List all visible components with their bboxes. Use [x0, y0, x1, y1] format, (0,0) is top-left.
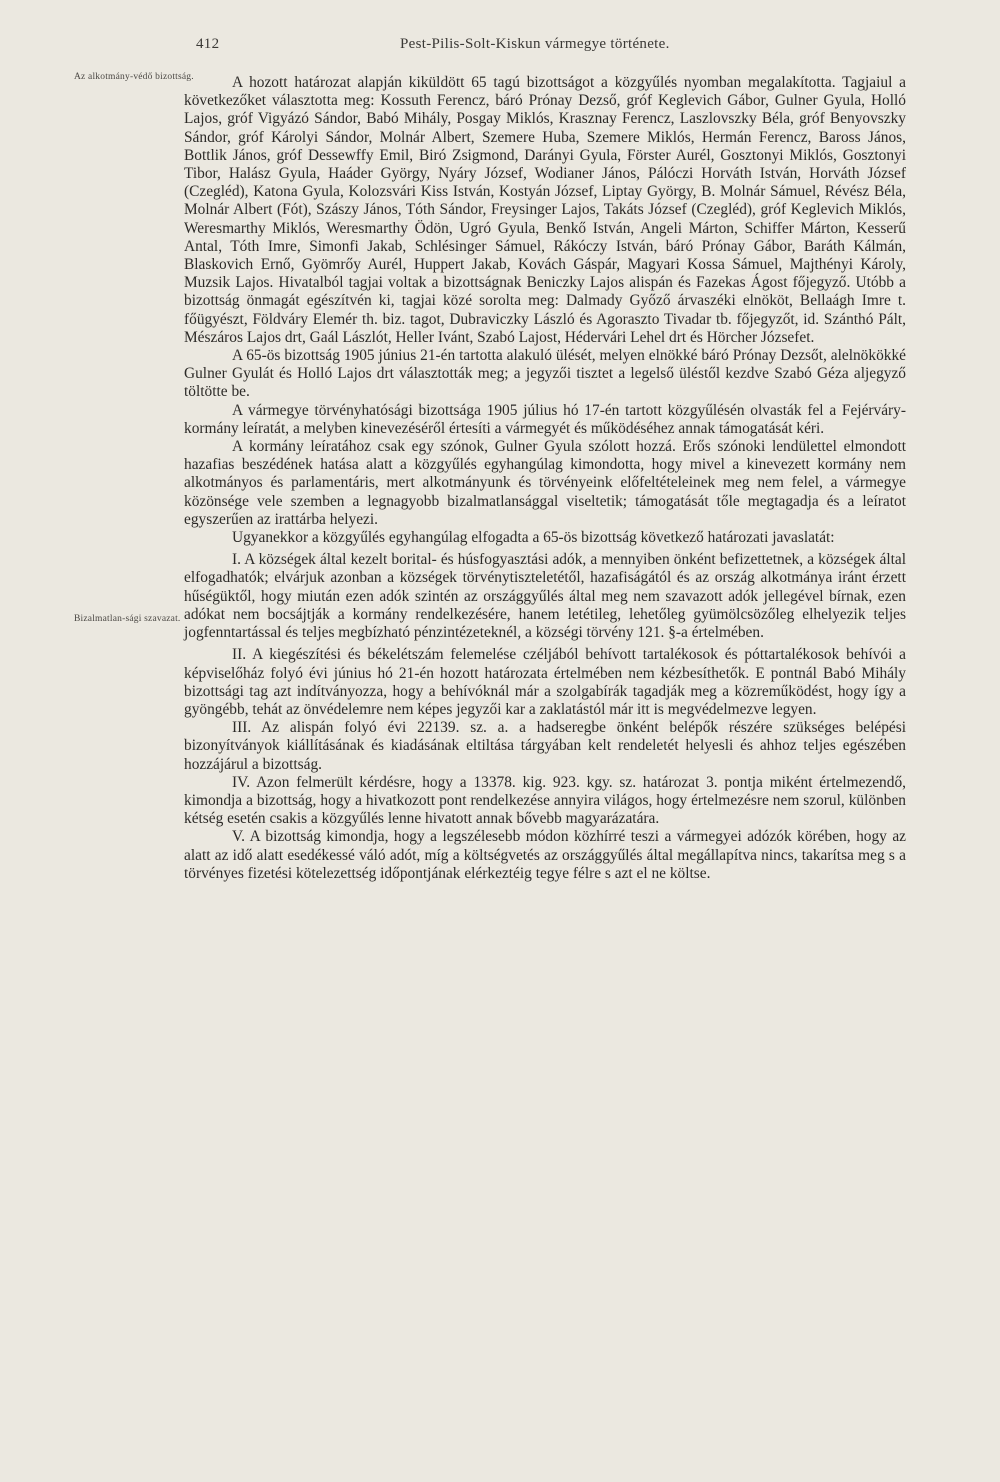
margin-note-no-confidence: Bizalmatlan-sági szavazat. — [74, 614, 181, 624]
paragraph-committee-members: A hozott határozat alapján kiküldött 65 tagú bizottságot a közgyűlés nyomban megalakította. Tagjaiul a következőket választotta meg: Kossuth Ferencz, báró Prónay Dezső, gróf Keglevich Gábor, Gulner Gyula, Holló Lajos, gróf Vigyázó Sándor, Babó Mihály, Posgay Miklós, Krasznay Ferencz, Laszlovszky Béla, gróf Benyovszky Sándor, gróf Károlyi Sándor, Molnár Albert, Szemere Huba, Szemere Miklós, Hermán Ferencz, Baross János, Bottlik János, gróf Dessewffy Emil, Biró Zsigmond, Darányi Gyula, Förster Aurél, Gosztonyi Miklós, Gosztonyi Tibor, Halász Gyula, Haáder György, Nyáry József, Wodianer János, Pálóczi Horváth István, Horváth József (Czegléd), Katona Gyula, Kolozsvári Kiss István, Kostyán József, Liptay György, B. Molnár Sámuel, Révész Béla, Molnár Albert (Fót), Szászy János, Tóth Sándor, Freysinger Lajos, Takáts József (Czegléd), gróf Keglevich Miklós, Weresmarthy Miklós, Weresmarthy Ödön, Ugró Gyula, Benkő István, Angeli Márton, Schiffer Márton, Kesserű Antal, Tóth Imre, Simonfi Jakab, Schlésinger Sámuel, Rákóczy István, báró Prónay Gábor, Baráth Kálmán, Blaskovich Ernő, Gyömrőy Aurél, Huppert Jakab, Kovách Gáspár, Magyari Kossa Sámuel, Majthényi Károly, Muzsik Lajos. Hivatalból tagjai voltak a bizottságnak Beniczky Lajos alispán és Fazekas Ágost főjegyző. Utóbb a bizottság önmagát egészítvén ki, tagjai közé sorolta meg: Dalmady Győző árvaszéki elnököt, Bellaágh Imre t. főügyészt, Földváry Elemér th. biz. tagot, Dubraviczky László és Agoraszto Tivadar tb. főjegyzőt, id. Szánthó Pált, Mészáros Lajos drt, Gaál Lászlót, Heller Ivánt, Szabó Lajost, Hédervári Lehel drt és Hörcher Józsefet. — [184, 74, 906, 346]
page-number: 412 — [196, 36, 220, 52]
paragraph-resolution-2: II. A kiegészítési és békelétszám felemelése czéljából behívott tartalékosok és póttartalékosok behívói a képviselőház folyó évi június hó 21-én hozott határozata értelmében nem kézbesíthetők. E pontnál Babó Mihály bizottsági tag azt indítványozza, hogy a behívóknál már a szolgabírák tagadják meg a közreműködést, hogy így a gyöngébb, tehát az önvédelemre nem képes jegyzői kar a zaklatástól már itt is megvédelmezve legyen. — [184, 646, 906, 718]
paragraph-resolution-4: IV. Azon felmerült kérdésre, hogy a 13378. kig. 923. kgy. sz. határozat 3. pontja miként értelmezendő, kimondja a bizottság, hogy a hivatkozott pont rendelkezése annyira világos, hogy értelmezésre nem szorul, különben kétség esetén csakis a közgyűlés lenne hivatott annak bővebb magyarázatára. — [184, 773, 906, 828]
running-title: Pest-Pilis-Solt-Kiskun vármegye története. — [400, 36, 670, 52]
paragraph-resolution-1: I. A községek által kezelt borital- és húsfogyasztási adók, a mennyiben önként befizettetnek, a községek által elfogadhatók; elvárjuk azonban a községek törvénytiszteletétől, hazafiságától és az ország alkotmánya iránt érzett hűségüktől, hogy miután ezen adók szintén az országgyűlés által meg nem szavazott adók jellegével bírnak, ezen adókat nem bocsájtják a kormány rendelkezésére, hanem letétileg, lehetőleg gyümölcsözőleg elhelyezik teljes jogfenntartással és teljes megbízható pénzintézeteknél, a községi törvény 121. §-a értelmében. — [184, 551, 906, 642]
paragraph-government-rescript: A vármegye törvényhatósági bizottsága 1905 július hó 17-én tartott közgyűlésén olvasták fel a Fejérváry-kormány leíratát, a melyben kinevezéséről értesíti a vármegyét és működéséhez annak támogatását kéri. — [184, 401, 906, 437]
paragraph-no-confidence-vote: A kormány leíratához csak egy szónok, Gulner Gyula szólott hozzá. Erős szónoki lendülettel elmondott hazafias beszédének hatása alatt a közgyűlés egyhangúlag kimondotta, hogy mivel a kinevezett kormány nem alkotmányos és parlamentáris, mert alkotmányunk és törvényeink előfeltételeinek meg nem felel, a vármegye közönsége vele szemben a legnagyobb bizalmatlansággal viseltetik; támogatását tőle megtagadja és a leíratot egyszerűen az irattárba helyezi. — [184, 438, 906, 528]
margin-note-committee: Az alkotmány-védő bizottság. — [74, 72, 194, 82]
paragraph-resolution-intro: Ugyanekkor a közgyűlés egyhangúlag elfogadta a 65-ös bizottság következő határozati javaslatát: — [232, 529, 835, 547]
body-text — [184, 74, 906, 883]
paragraph-resolution-3: III. Az alispán folyó évi 22139. sz. a. a hadseregbe önként belépők részére szükséges belépési bizonyítványok kiállításának és kiadásának eltiltása tárgyában kelt rendeletét helyesli és ahhoz teljes egészében hozzájárul a bizottság. — [184, 719, 906, 773]
paragraph-resolution-5: V. A bizottság kimondja, hogy a legszélesebb módon közhírré teszi a vármegyei adózók körében, hogy az alatt az idő alatt esedékessé váló adót, míg a költségvetés az országgyűlés által megállapítva nincs, takarítsa meg s a törvényes fizetési kötelezettség időpontjának elérkeztéig tegye félre s azt el ne költse. — [184, 828, 906, 882]
paragraph-committee-meeting: A 65-ös bizottság 1905 június 21-én tartotta alakuló ülését, melyen elnökké báró Prónay Dezsőt, alelnökökké Gulner Gyulát és Holló Lajos drt választották meg; a jegyzői tisztet a legelső üléstől kezdve Szabó Géza aljegyző töltötte be. — [184, 347, 906, 401]
